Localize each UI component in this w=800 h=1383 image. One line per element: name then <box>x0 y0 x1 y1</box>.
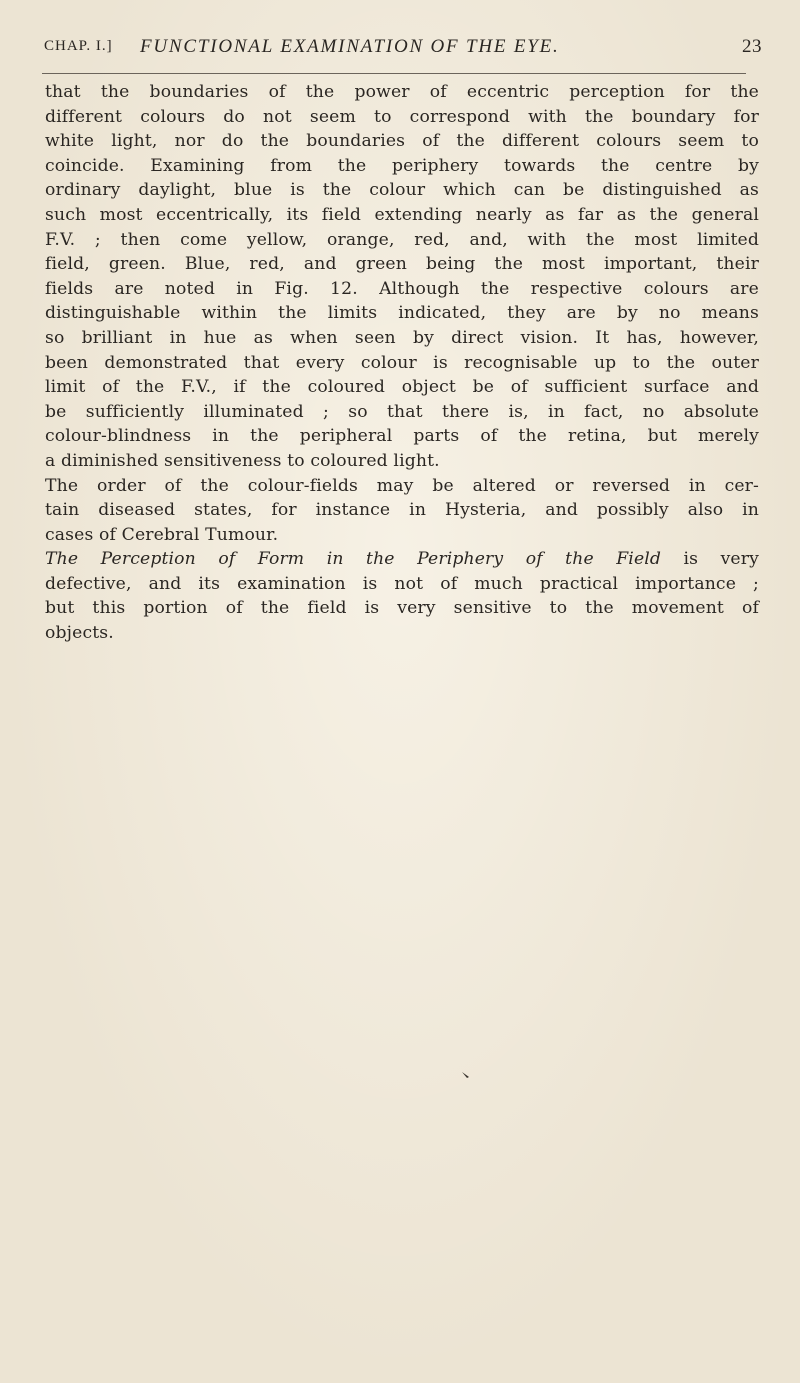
running-title: FUNCTIONAL EXAMINATION OF THE EYE. <box>140 36 560 57</box>
text-line: be sufficiently illuminated ; so that there is, in fact, no absolute <box>45 401 759 422</box>
page-number: 23 <box>742 36 762 57</box>
header-rule <box>42 73 746 74</box>
text-line: such most eccentrically, its field extending nearly as far as the general <box>45 204 759 225</box>
text-line: a diminished sensitiveness to coloured light. <box>45 450 440 471</box>
text-line: so brilliant in hue as when seen by direct vision. It has, however, <box>45 327 759 348</box>
body-text <box>45 80 759 646</box>
text-line: ordinary daylight, blue is the colour which can be distinguished as <box>45 180 759 201</box>
text-line: tain diseased states, for instance in Hysteria, and possibly also in <box>45 500 759 521</box>
running-head <box>44 36 762 58</box>
text-line: different colours do not seem to correspond with the boundary for <box>45 106 759 127</box>
ink-mark-icon <box>461 1070 471 1080</box>
text-line: colour-blindness in the peripheral parts of the retina, but merely <box>45 426 759 447</box>
chapter-label: CHAP. I.] <box>44 38 113 54</box>
text-run: is very <box>661 549 759 570</box>
text-line: but this portion of the field is very sensitive to the movement of <box>45 598 759 619</box>
text-line: been demonstrated that every colour is recognisable up to the outer <box>45 352 759 373</box>
text-line: that the boundaries of the power of eccentric perception for the <box>45 82 759 102</box>
italic-heading: The Perception of Form in the Periphery of the Field <box>45 549 662 570</box>
text-line: F.V. ; then come yellow, orange, red, and, with the most limited <box>45 229 759 250</box>
text-line <box>45 547 759 572</box>
text-line: objects. <box>45 623 114 644</box>
text-line: The order of the colour-fields may be altered or reversed in cer- <box>45 475 759 496</box>
text-line: fields are noted in Fig. 12. Although the respective colours are <box>45 278 759 299</box>
text-line: limit of the F.V., if the coloured object be of sufficient surface and <box>45 377 759 398</box>
text-line: field, green. Blue, red, and green being the most important, their <box>45 254 759 275</box>
text-line: white light, nor do the boundaries of the different colours seem to <box>45 131 759 152</box>
text-line: defective, and its examination is not of much practical importance ; <box>45 573 759 594</box>
text-line: distinguishable within the limits indicated, they are by no means <box>45 303 759 324</box>
text-line: coincide. Examining from the periphery towards the centre by <box>45 155 759 176</box>
text-line: cases of Cerebral Tumour. <box>45 524 279 545</box>
